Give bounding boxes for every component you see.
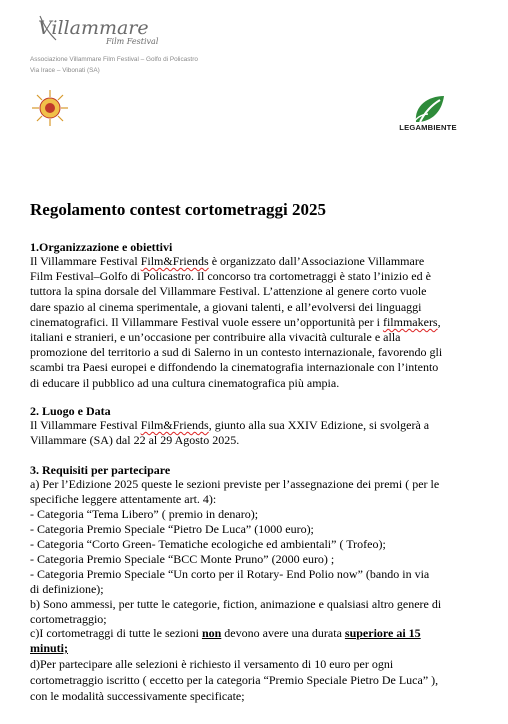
section-3-item-c: c)I cortometraggi di tutte le sezioni non devono avere una durata superiore ai 15: [30, 626, 421, 640]
section-3-heading: 3. Requisiti per partecipare: [30, 463, 171, 477]
section-2-heading: 2. Luogo e Data: [30, 404, 111, 418]
section-1-line: scambi tra Paesi europei e diffondendo la cinematografia internazionale con l’intento: [30, 360, 439, 375]
section-1-line: Film Festival–Golfo di Policastro. Il concorso tra cortometraggi è stato l’inizio ed è: [30, 269, 431, 284]
svg-text:Film Festival: Film Festival: [106, 37, 159, 46]
section-1-line: italiani e stranieri, e un’occasione per contribuire alla vivacità culturale e alla: [30, 330, 401, 344]
section-3-line: - Categoria Premio Speciale “BCC Monte Pruno” (2000 euro) ;: [30, 552, 335, 566]
legambiente-label: LEGAMBIENTE: [399, 123, 457, 132]
section-3-line: - Categoria “Corto Green- Tematiche ecologiche ed ambientali” ( Trofeo);: [30, 537, 386, 551]
org-name: Associazione Villammare Film Festival – Golfo di Policastro: [30, 56, 198, 63]
section-1-line: promozione del territorio a sud di Salerno in un contesto internazionale, favorendo gli: [30, 345, 443, 360]
section-3-line: b) Sono ammessi, per tutte le categorie, fiction, animazione e qualsiasi altro genere di: [30, 597, 442, 611]
section-3-line: cortometraggio;: [30, 612, 107, 626]
org-address: Via Irace – Vibonati (SA): [30, 67, 100, 74]
section-1-line: di educare il pubblico ad una cultura cinematografica più ampia.: [30, 375, 340, 390]
section-2-line: Villammare (SA) dal 22 al 29 Agosto 2025.: [30, 433, 240, 448]
document-title: Regolamento contest cortometraggi 2025: [30, 200, 326, 219]
section-2-line: Il Villammare Festival Film&Friends, giunto alla sua XXIV Edizione, si svolgerà a: [30, 418, 430, 432]
section-1-line: cinematografici. Il Villammare Festival vuole essere un’opportunità per i filmmakers,: [30, 314, 441, 329]
section-1-line: tuttora la spina dorsale del Villammare Festival. L’attenzione al genere corto vuole: [30, 284, 427, 299]
section-3-item-d-line: con le modalità successivamente specificate;: [30, 689, 245, 703]
section-3-item-c-end: minuti;: [30, 641, 69, 655]
section-1-line: dare spazio al cinema sperimentale, a giovani talenti, e all’evolversi dei linguaggi: [30, 299, 422, 314]
letterhead: [0, 0, 508, 150]
svg-text:Villammare: Villammare: [38, 17, 149, 39]
section-3-item-d-line: d)Per partecipare alle selezioni è richiesto il versamento di 10 euro per ogni: [30, 657, 394, 671]
section-3-line: specifiche leggere attentamente art. 4):: [30, 492, 217, 506]
section-3-line: a) Per l’Edizione 2025 queste le sezioni previste per l’assegnazione dei premi ( per le: [30, 477, 440, 491]
section-3-line: di definizione);: [30, 582, 104, 596]
section-1-heading: 1.Organizzazione e obiettivi: [30, 240, 173, 254]
section-3-line: - Categoria “Tema Libero” ( premio in denaro);: [30, 507, 259, 521]
section-3-line: - Categoria Premio Speciale “Un corto per il Rotary- End Polio now” (bando in via: [30, 567, 430, 581]
villammare-logo: [36, 10, 166, 52]
section-3-item-d-line: cortometraggio iscritto ( eccetto per la categoria “Premio Speciale Pietro De Luca” ),: [30, 673, 439, 687]
premio-sun-logo: [30, 88, 70, 128]
section-1-line: Il Villammare Festival Film&Friends è organizzato dall’Associazione Villammare: [30, 254, 425, 268]
section-3-line: - Categoria Premio Speciale “Pietro De Luca” (1000 euro);: [30, 522, 314, 536]
